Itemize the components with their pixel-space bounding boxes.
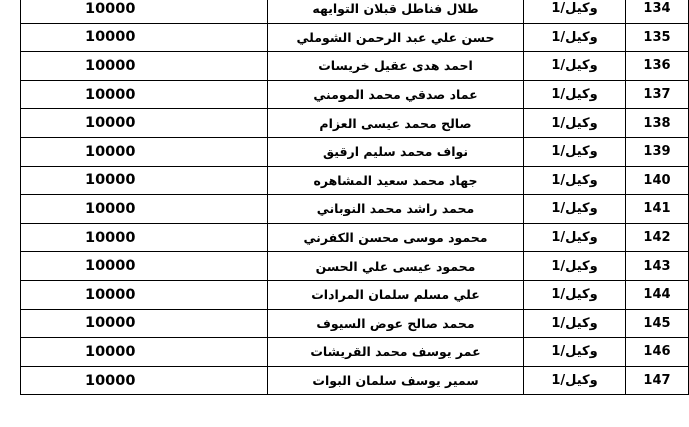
role-cell (524, 338, 626, 367)
amount-cell: 10000 (21, 195, 268, 224)
table-row (21, 0, 689, 23)
amount-cell: 10000 (21, 166, 268, 195)
name-cell (268, 252, 524, 281)
role-cell (524, 195, 626, 224)
role-cell (524, 366, 626, 395)
role-text: وكيل/1 (551, 287, 598, 303)
row-number-cell: 140 (626, 166, 689, 195)
role-text: وكيل/1 (551, 144, 598, 160)
amount-cell: 10000 (21, 280, 268, 309)
name-text: احمد هدى عقيل خريسات (318, 58, 473, 74)
name-text: طلال فناطل قبلان التوايهه (312, 1, 479, 17)
table-row (21, 137, 689, 166)
row-number-cell: 137 (626, 80, 689, 109)
name-cell (268, 137, 524, 166)
row-number-cell: 138 (626, 109, 689, 138)
row-number-cell: 147 (626, 366, 689, 395)
role-text: وكيل/1 (551, 201, 598, 217)
name-text: محمد صالح عوض السيوف (316, 315, 475, 331)
row-number-cell: 139 (626, 137, 689, 166)
role-cell (524, 252, 626, 281)
role-text: وكيل/1 (551, 115, 598, 131)
table-row (21, 223, 689, 252)
name-text: محمود عيسى علي الحسن (315, 258, 476, 274)
role-text: وكيل/1 (551, 29, 598, 45)
row-number-cell: 134 (626, 0, 689, 23)
amount-cell: 10000 (21, 52, 268, 81)
amount-cell: 10000 (21, 0, 268, 23)
name-text: محمد راشد محمد النوباني (316, 201, 475, 217)
row-number-cell: 144 (626, 280, 689, 309)
role-text: وكيل/1 (551, 344, 598, 360)
name-text: صالح محمد عيسى العزام (319, 115, 472, 131)
amount-cell: 10000 (21, 23, 268, 52)
amount-cell: 10000 (21, 309, 268, 338)
amount-cell: 10000 (21, 80, 268, 109)
role-text: وكيل/1 (551, 258, 598, 274)
amount-cell: 10000 (21, 338, 268, 367)
row-number-cell: 145 (626, 309, 689, 338)
name-cell (268, 23, 524, 52)
name-cell (268, 223, 524, 252)
table-row (21, 80, 689, 109)
role-cell (524, 309, 626, 338)
name-text: جهاد محمد سعيد المشاهره (313, 172, 478, 188)
name-text: علي مسلم سلمان المرادات (311, 287, 480, 303)
name-cell (268, 0, 524, 23)
table-row (21, 52, 689, 81)
role-text: وكيل/1 (551, 1, 598, 17)
name-cell (268, 109, 524, 138)
table-row (21, 309, 689, 338)
amount-cell: 10000 (21, 223, 268, 252)
name-cell (268, 309, 524, 338)
name-text: محمود موسى محسن الكفرني (303, 230, 488, 246)
role-text: وكيل/1 (551, 315, 598, 331)
row-number-cell: 141 (626, 195, 689, 224)
table-row (21, 252, 689, 281)
row-number-cell: 135 (626, 23, 689, 52)
amount-cell: 10000 (21, 252, 268, 281)
row-number-cell: 142 (626, 223, 689, 252)
role-cell (524, 0, 626, 23)
table-row (21, 366, 689, 395)
name-cell (268, 195, 524, 224)
table-row (21, 166, 689, 195)
role-text: وكيل/1 (551, 58, 598, 74)
amount-cell: 10000 (21, 366, 268, 395)
name-text: سمير يوسف سلمان البوات (312, 373, 479, 389)
role-cell (524, 137, 626, 166)
name-cell (268, 280, 524, 309)
table-body (21, 0, 689, 395)
role-text: وكيل/1 (551, 172, 598, 188)
table-row (21, 195, 689, 224)
role-cell (524, 109, 626, 138)
row-number-cell: 136 (626, 52, 689, 81)
name-cell (268, 166, 524, 195)
name-text: حسن علي عبد الرحمن الشوملي (296, 29, 495, 45)
role-text: وكيل/1 (551, 373, 598, 389)
table-row (21, 23, 689, 52)
role-cell (524, 80, 626, 109)
name-cell (268, 338, 524, 367)
role-text: وكيل/1 (551, 230, 598, 246)
row-number-cell: 146 (626, 338, 689, 367)
role-cell (524, 223, 626, 252)
table-row (21, 338, 689, 367)
role-cell (524, 52, 626, 81)
row-number-cell: 143 (626, 252, 689, 281)
amount-cell: 10000 (21, 109, 268, 138)
name-text: عمر يوسف محمد القريشات (310, 344, 481, 360)
role-text: وكيل/1 (551, 87, 598, 103)
table-row (21, 109, 689, 138)
name-cell (268, 366, 524, 395)
role-cell (524, 23, 626, 52)
table-row (21, 280, 689, 309)
role-cell (524, 280, 626, 309)
name-text: نواف محمد سليم ارقيق (322, 144, 469, 160)
name-text: عماد صدقي محمد المومني (313, 87, 478, 103)
name-cell (268, 80, 524, 109)
name-cell (268, 52, 524, 81)
role-cell (524, 166, 626, 195)
personnel-table (20, 0, 689, 395)
amount-cell: 10000 (21, 137, 268, 166)
